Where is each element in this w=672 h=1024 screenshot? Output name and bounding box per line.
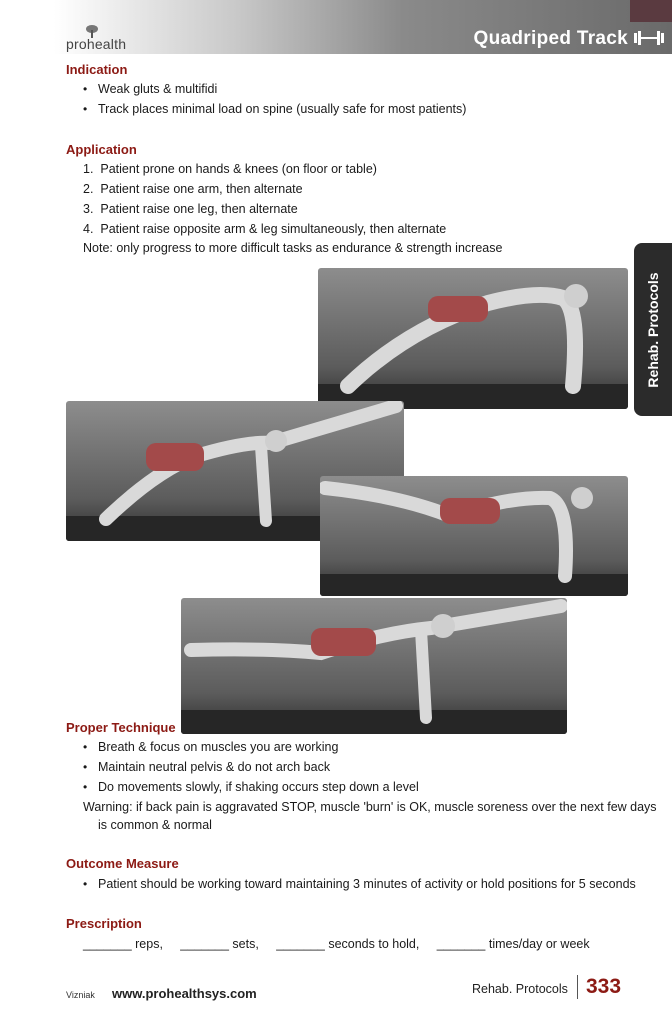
dumbbell-icon (632, 30, 666, 46)
list-item: 4. Patient raise opposite arm & leg simultaneously, then alternate (83, 222, 447, 236)
list-item: 2. Patient raise one arm, then alternate (83, 182, 303, 196)
bullet-icon: • (83, 780, 88, 794)
bullet-icon: • (83, 760, 88, 774)
technique-warning: Warning: if back pain is aggravated STOP, muscle 'burn' is OK, muscle soreness over the next few days (83, 800, 657, 814)
page-number: 333 (586, 975, 622, 998)
application-heading: Application (66, 142, 137, 157)
list-item: Maintain neutral pelvis & do not arch back (98, 760, 331, 774)
exercise-photo-leg-raise (320, 476, 628, 596)
list-item: Track places minimal load on spine (usually safe for most patients) (98, 102, 467, 116)
page-title: Quadriped Track (473, 28, 628, 49)
list-item: 1. Patient prone on hands & knees (on floor or table) (83, 162, 377, 176)
application-note: Note: only progress to more difficult tasks as endurance & strength increase (83, 241, 503, 255)
header-accent (630, 0, 672, 22)
outcome-heading: Outcome Measure (66, 856, 179, 871)
footer-url[interactable]: www.prohealthsys.com (112, 986, 257, 1001)
list-item: Breath & focus on muscles you are working (98, 740, 339, 754)
footer-section: Rehab. Protocols (472, 982, 568, 996)
list-item: 3. Patient raise one leg, then alternate (83, 202, 298, 216)
list-item: Do movements slowly, if shaking occurs step down a level (98, 780, 419, 794)
footer-divider (577, 975, 578, 999)
bullet-icon: • (83, 102, 88, 116)
technique-heading: Proper Technique (66, 720, 176, 735)
side-tab (634, 243, 672, 416)
exercise-photo-opposite-raise (181, 598, 567, 734)
prescription-line: _______ reps, _______ sets, _______ seconds to hold, _______ times/day or week (83, 937, 590, 951)
indication-heading: Indication (66, 62, 128, 77)
bullet-icon: • (83, 877, 88, 891)
logo: prohealth (66, 36, 127, 52)
prescription-heading: Prescription (66, 916, 142, 931)
bullet-icon: • (83, 740, 88, 754)
bullet-icon: • (83, 82, 88, 96)
list-item: Weak gluts & multifidi (98, 82, 218, 96)
exercise-photo-start (318, 268, 628, 409)
list-item: Patient should be working toward maintaining 3 minutes of activity or hold positions for 5 seconds (98, 877, 636, 891)
technique-warning-cont: is common & normal (98, 818, 212, 832)
side-tab-label: Rehab. Protocols (645, 271, 661, 388)
footer-author: Vizniak (66, 990, 95, 1000)
